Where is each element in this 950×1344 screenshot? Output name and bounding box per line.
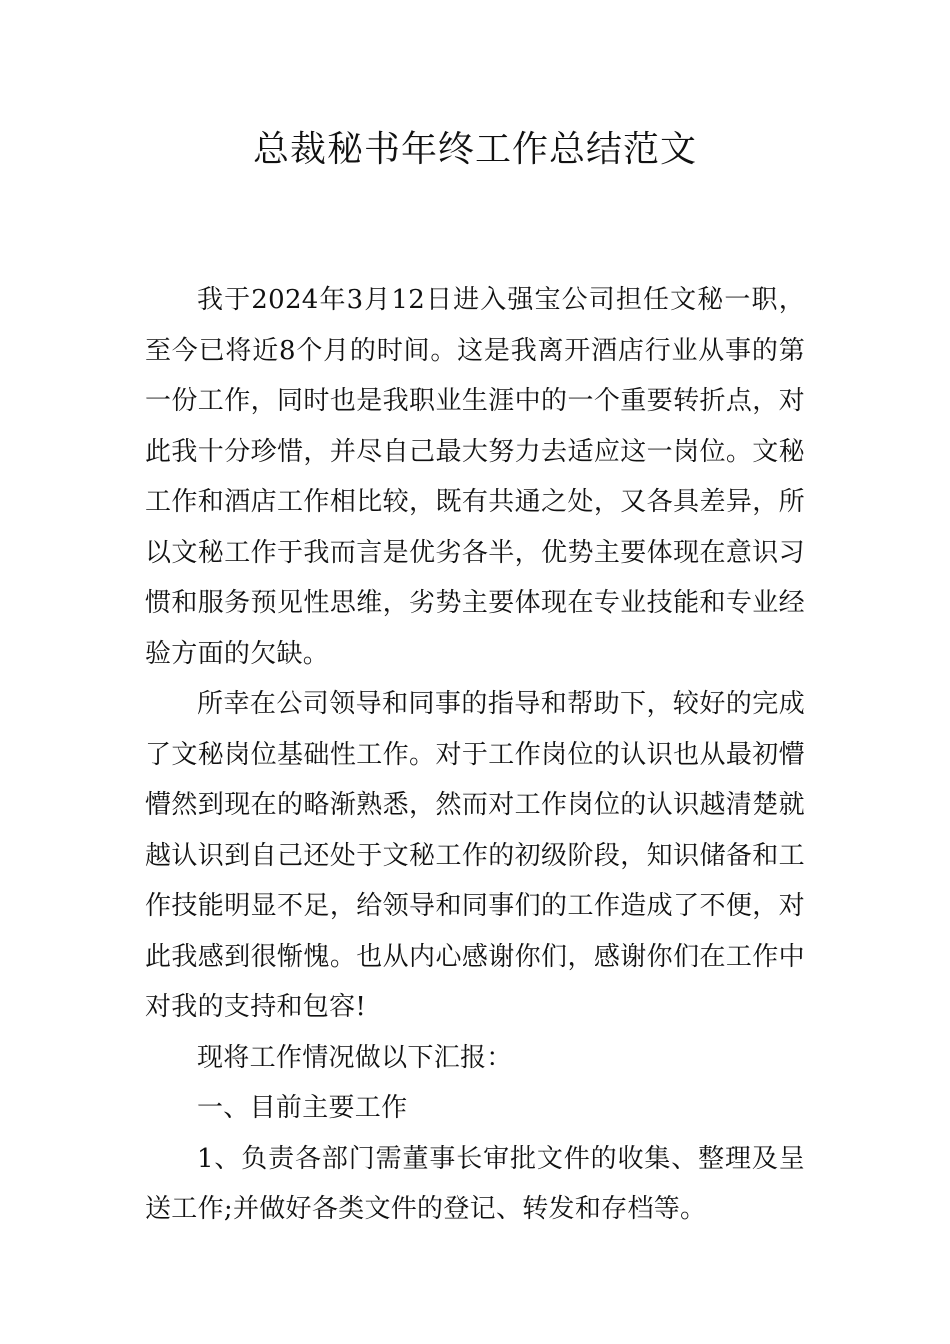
section-heading-main-work: 一、目前主要工作	[197, 1093, 408, 1123]
paragraph-report-intro: 现将工作情况做以下汇报：	[197, 1042, 513, 1073]
paragraph-intro: 我于2024年3月12日进入强宝公司担任文秘一职，至今已将近8个月的时间。这是我离开酒店行业从事的第一份工作，同时也是我职业生涯中的一个重要转折点，对此我十分珍惜，并尽自己最大努力去适应这一岗位。文秘工作和酒店工作相比较，既有共通之处，又各具差异，所以文秘工作于我而言是优劣各半，优势主要体现在意识习惯和服务预见性思维，劣势主要体现在专业技能和专业经验方面的欠缺。	[145, 285, 805, 669]
paragraph-gratitude: 所幸在公司领导和同事的指导和帮助下，较好的完成了文秘岗位基础性工作。对于工作岗位的认识也从最初懵懵然到现在的略渐熟悉，然而对工作岗位的认识越清楚就越认识到自己还处于文秘工作的初级阶段，知识储备和工作技能明显不足，给领导和同事们的工作造成了不便，对此我感到很惭愧。也从内心感谢你们，感谢你们在工作中对我的支持和包容!	[145, 689, 805, 1022]
document-title: 总裁秘书年终工作总结范文	[252, 129, 697, 170]
paragraph-item-1: 1、负责各部门需董事长审批文件的收集、整理及呈送工作;并做好各类文件的登记、转发和存档等。	[145, 1143, 805, 1224]
document-body	[145, 275, 805, 1235]
